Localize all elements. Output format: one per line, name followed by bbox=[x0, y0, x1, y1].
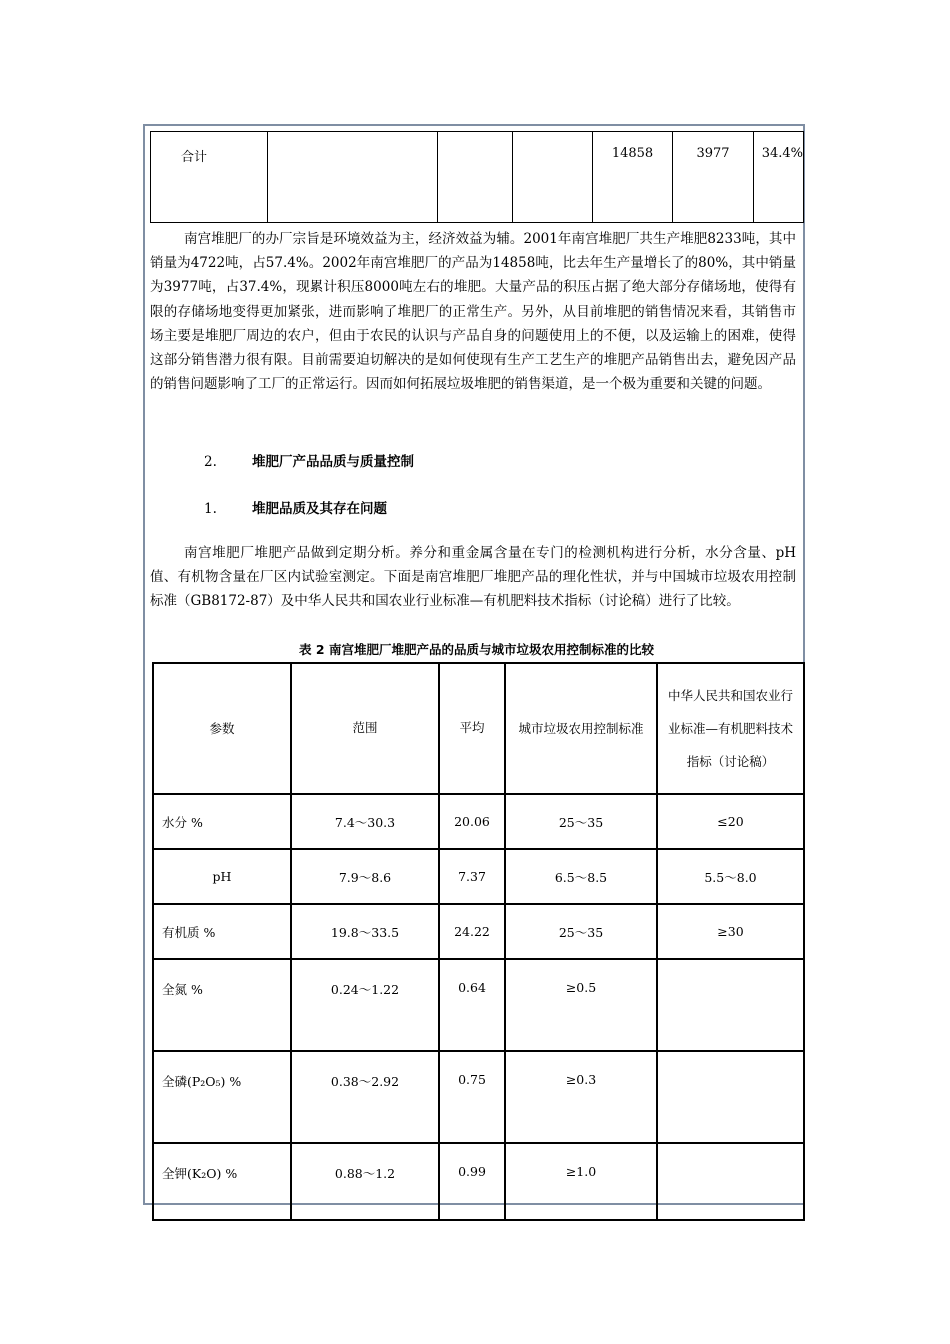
table-cell: 水分 % bbox=[153, 794, 291, 849]
subsection-heading bbox=[204, 497, 387, 517]
table-cell: 25～35 bbox=[505, 794, 657, 849]
table-cell: ≥0.5 bbox=[505, 959, 657, 1051]
heading-text: 堆肥厂产品品质与质量控制 bbox=[252, 454, 414, 470]
table-row bbox=[153, 959, 804, 1051]
heading-number: 1. bbox=[204, 501, 217, 517]
table-cell bbox=[513, 132, 593, 223]
table-cell: ≥1.0 bbox=[505, 1143, 657, 1220]
table-cell: 7.4～30.3 bbox=[291, 794, 439, 849]
paragraph-analysis: 南宫堆肥厂堆肥产品做到定期分析。养分和重金属含量在专门的检测机构进行分析，水分含量、pH值、有机物含量在厂区内试验室测定。下面是南宫堆肥厂堆肥产品的理化性状，并与中国城市垃圾农用控制标准（GB8172-87）及中华人民共和国农业行业标准—有机肥料技术指标（讨论稿）进行了比较。 bbox=[150, 545, 796, 610]
table-cell: 3977 bbox=[673, 132, 754, 223]
table-cell: 7.37 bbox=[439, 849, 505, 904]
table-row bbox=[153, 1143, 804, 1220]
table-cell bbox=[657, 1143, 804, 1220]
table-cell: 全钾(K₂O) % bbox=[153, 1143, 291, 1220]
table-cell: 19.8～33.5 bbox=[291, 904, 439, 959]
header-cell: 参数 bbox=[153, 663, 291, 794]
table-cell: ≥30 bbox=[657, 904, 804, 959]
table-cell: 5.5～8.0 bbox=[657, 849, 804, 904]
table-cell: 20.06 bbox=[439, 794, 505, 849]
table-cell: 25～35 bbox=[505, 904, 657, 959]
table-cell bbox=[268, 132, 438, 223]
table-cell: 全氮 % bbox=[153, 959, 291, 1051]
table-cell bbox=[657, 1051, 804, 1143]
table-row bbox=[153, 904, 804, 959]
table-cell: 有机质 % bbox=[153, 904, 291, 959]
table-cell: 34.4% bbox=[754, 132, 804, 223]
table-cell bbox=[657, 959, 804, 1051]
heading-number: 2. bbox=[204, 454, 217, 470]
table-cell: 6.5～8.5 bbox=[505, 849, 657, 904]
table-cell: 14858 bbox=[593, 132, 673, 223]
table-cell bbox=[438, 132, 513, 223]
header-cell: 范围 bbox=[291, 663, 439, 794]
table-cell: 0.99 bbox=[439, 1143, 505, 1220]
table-cell: 0.88～1.2 bbox=[291, 1143, 439, 1220]
section-heading bbox=[204, 450, 414, 470]
heading-text: 堆肥品质及其存在问题 bbox=[252, 501, 387, 517]
table-cell: 24.22 bbox=[439, 904, 505, 959]
quality-comparison-table bbox=[152, 662, 805, 1221]
table-caption: 表 2 南宫堆肥厂堆肥产品的品质与城市垃圾农用控制标准的比较 bbox=[299, 642, 654, 657]
table-row bbox=[151, 132, 804, 223]
table-cell: 合计 bbox=[151, 132, 268, 223]
header-cell: 中华人民共和国农业行业标准—有机肥料技术指标（讨论稿） bbox=[657, 663, 804, 794]
table-cell: 0.24～1.22 bbox=[291, 959, 439, 1051]
totals-table bbox=[150, 131, 804, 223]
header-cell: 平均 bbox=[439, 663, 505, 794]
table-row bbox=[153, 849, 804, 904]
table-cell: 全磷(P₂O₅) % bbox=[153, 1051, 291, 1143]
table-cell: ≥0.3 bbox=[505, 1051, 657, 1143]
table-cell: ≤20 bbox=[657, 794, 804, 849]
header-cell: 城市垃圾农用控制标准 bbox=[505, 663, 657, 794]
table-row bbox=[153, 1051, 804, 1143]
table-row bbox=[153, 794, 804, 849]
table-cell: 0.64 bbox=[439, 959, 505, 1051]
table-cell: 7.9～8.6 bbox=[291, 849, 439, 904]
table-cell: 0.75 bbox=[439, 1051, 505, 1143]
table-cell: 0.38～2.92 bbox=[291, 1051, 439, 1143]
paragraph-sales: 南宫堆肥厂的办厂宗旨是环境效益为主，经济效益为辅。2001年南宫堆肥厂共生产堆肥8233吨，其中销量为4722吨，占57.4%。2002年南宫堆肥厂的产品为14858吨，比去年生产量增长了的80%，其中销量为3977吨，占37.4%，现累计积压8000吨左右的堆肥。大量产品的积压占据了绝大部分存储场地，使得有限的存储场地变得更加紧张，进而影响了堆肥厂的正常生产。另外，从目前堆肥的销售情况来看，其销售市场主要是堆肥厂周边的农户，但由于农民的认识与产品自身的问题使用上的不便，以及运输上的困难，使得这部分销售潜力很有限。目前需要迫切解决的是如何使现有生产工艺生产的堆肥产品销售出去，避免因产品的销售问题影响了工厂的正常运行。因而如何拓展垃圾堆肥的销售渠道，是一个极为重要和关键的问题。 bbox=[150, 231, 796, 393]
table-header-row bbox=[153, 663, 804, 794]
table-cell: pH bbox=[153, 849, 291, 904]
